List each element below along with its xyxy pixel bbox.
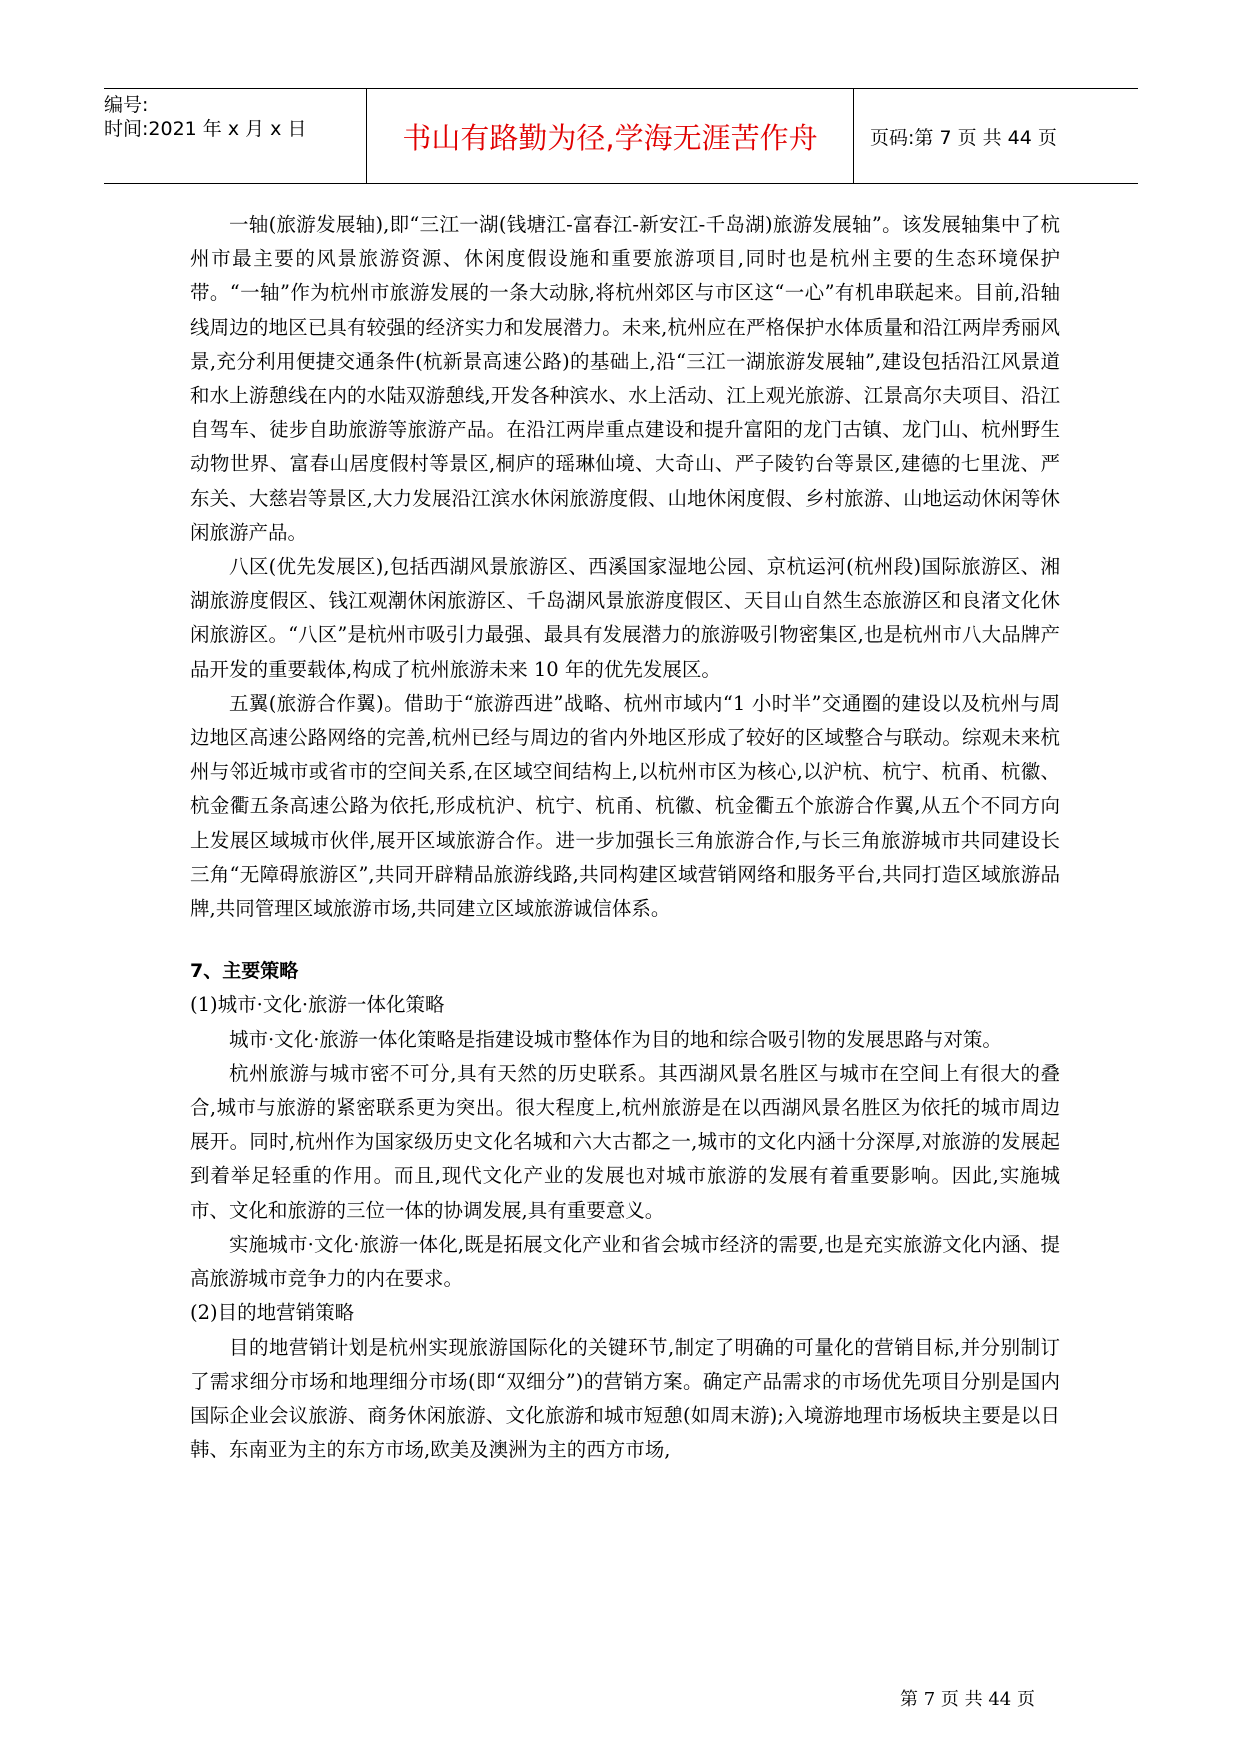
- page-footer: 第 7 页 共 44 页: [900, 1689, 1035, 1710]
- document-number: 编号:: [104, 94, 149, 116]
- paragraph-integration-history: 杭州旅游与城市密不可分,具有天然的历史联系。其西湖风景名胜区与城市在空间上有很大的叠合,城市与旅游的紧密联系更为突出。很大程度上,杭州旅游是在以西湖风景名胜区为依托的城市周边展开。同时,杭州作为国家级历史文化名城和六大古都之一,城市的文化内涵十分深厚,对旅游的发展起到着举足轻重的作用。而且,现代文化产业的发展也对城市旅游的发展有着重要影响。因此,实施城市、文化和旅游的三位一体的协调发展,具有重要意义。: [190, 1061, 1060, 1222]
- header-page-code: 页码:第 7 页 共 44 页: [870, 126, 1057, 149]
- paragraph-eight-zones: 八区(优先发展区),包括西湖风景旅游区、西溪国家湿地公园、京杭运河(杭州段)国际旅游区、湘湖旅游度假区、钱江观潮休闲旅游区、千岛湖风景旅游度假区、天目山自然生态旅游区和良渚文化休闲旅游区。“八区”是杭州市吸引力最强、最具有发展潜力的旅游吸引物密集区,也是杭州市八大品牌产品开发的重要载体,构成了杭州旅游未来 10 年的优先发展区。: [190, 555, 1060, 681]
- header-motto: 书山有路勤为径,学海无涯苦作舟: [366, 89, 854, 183]
- header-meta: [104, 89, 366, 183]
- paragraph-integration-definition: 城市·文化·旅游一体化策略是指建设城市整体作为目的地和综合吸引物的发展思路与对策。: [229, 1027, 1002, 1051]
- paragraph-marketing: 目的地营销计划是杭州实现旅游国际化的关键环节,制定了明确的可量化的营销目标,并分别制订了需求细分市场和地理细分市场(即“双细分”)的营销方案。确定产品需求的市场优先项目分别是国内国际企业会议旅游、商务休闲旅游、文化旅游和城市短憩(如周末游);入境游地理市场板块主要是以日韩、东南亚为主的东方市场,欧美及澳洲为主的西方市场,: [190, 1335, 1060, 1462]
- subheading-integration: (1)城市·文化·旅游一体化策略: [190, 993, 445, 1017]
- document-time: 时间:2021 年 x 月 x 日: [104, 118, 307, 140]
- page-header: [104, 88, 1138, 184]
- paragraph-integration-requirement: 实施城市·文化·旅游一体化,既是拓展文化产业和省会城市经济的需要,也是充实旅游文化内涵、提高旅游城市竞争力的内在要求。: [190, 1232, 1060, 1291]
- section-heading: 7、主要策略: [190, 960, 299, 983]
- subheading-marketing: (2)目的地营销策略: [190, 1301, 355, 1325]
- paragraph-axis: 一轴(旅游发展轴),即“三江一湖(钱塘江-富春江-新安江-千岛湖)旅游发展轴”。该发展轴集中了杭州市最主要的风景旅游资源、休闲度假设施和重要旅游项目,同时也是杭州主要的生态环境保护带。“一轴”作为杭州市旅游发展的一条大动脉,将杭州郊区与市区这“一心”有机串联起来。目前,沿轴线周边的地区已具有较强的经济实力和发展潜力。未来,杭州应在严格保护水体质量和沿江两岸秀丽风景,充分利用便捷交通条件(杭新景高速公路)的基础上,沿“三江一湖旅游发展轴”,建设包括沿江风景道和水上游憩线在内的水陆双游憩线,开发各种滨水、水上活动、江上观光旅游、江景高尔夫项目、沿江自驾车、徒步自助旅游等旅游产品。在沿江两岸重点建设和提升富阳的龙门古镇、龙门山、杭州野生动物世界、富春山居度假村等景区,桐庐的瑶琳仙境、大奇山、严子陵钓台等景区,建德的七里泷、严东关、大慈岩等景区,大力发展沿江滨水休闲旅游度假、山地休闲度假、乡村旅游、山地运动休闲等休闲旅游产品。: [190, 213, 1060, 544]
- paragraph-five-wings: 五翼(旅游合作翼)。借助于“旅游西进”战略、杭州市域内“1 小时半”交通圈的建设以及杭州与周边地区高速公路网络的完善,杭州已经与周边的省内外地区形成了较好的区域整合与联动。综观未来杭州与邻近城市或省市的空间关系,在区域空间结构上,以杭州市区为核心,以沪杭、杭宁、杭甬、杭徽、杭金衢五条高速公路为依托,形成杭沪、杭宁、杭甬、杭徽、杭金衢五个旅游合作翼,从五个不同方向上发展区域城市伙伴,展开区域旅游合作。进一步加强长三角旅游合作,与长三角旅游城市共同建设长三角“无障碍旅游区”,共同开辟精品旅游线路,共同构建区域营销网络和服务平台,共同打造区域旅游品牌,共同管理区域旅游市场,共同建立区域旅游诚信体系。: [190, 691, 1060, 921]
- document-body: [190, 208, 1060, 1467]
